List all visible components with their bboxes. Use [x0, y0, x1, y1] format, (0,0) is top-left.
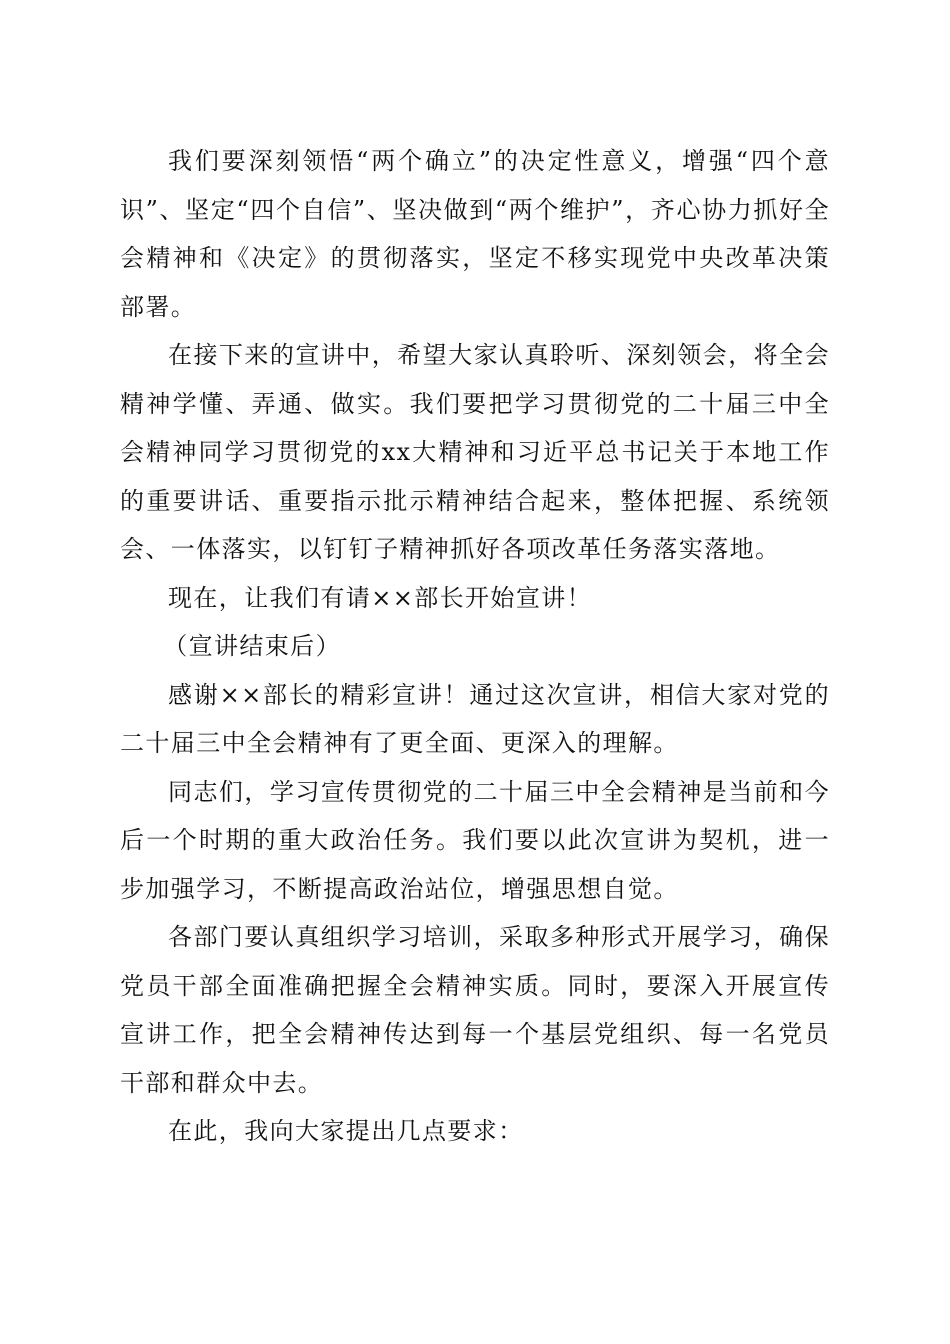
- paragraph: 同志们，学习宣传贯彻党的二十届三中全会精神是当前和今后一个时期的重大政治任务。我们要以此次宣讲为契机，进一步加强学习，不断提高政治站位，增强思想自觉。: [120, 777, 830, 903]
- paragraph: 在接下来的宣讲中，希望大家认真聆听、深刻领会，将全会精神学懂、弄通、做实。我们要把学习贯彻党的二十届三中全会精神同学习贯彻党的xx大精神和习近平总书记关于本地工作的重要讲话、重要指示批示精神结合起来，整体把握、系统领会、一体落实，以钉钉子精神抓好各项改革任务落实落地。: [120, 341, 830, 563]
- paragraph: 各部门要认真组织学习培训，采取多种形式开展学习，确保党员干部全面准确把握全会精神实质。同时，要深入开展宣传宣讲工作，把全会精神传达到每一个基层党组织、每一名党员干部和群众中去。: [120, 923, 830, 1097]
- paragraph: 在此，我向大家提出几点要求：: [168, 1117, 524, 1145]
- paragraph: 我们要深刻领悟“两个确立”的决定性意义，增强“四个意识”、坚定“四个自信”、坚决做到“两个维护”，齐心协力抓好全会精神和《决定》的贯彻落实，坚定不移实现党中央改革决策部署。: [120, 147, 830, 321]
- document-body: [120, 137, 830, 1156]
- paragraph: 现在，让我们有请××部长开始宣讲！: [168, 583, 593, 612]
- paragraph: 感谢××部长的精彩宣讲！通过这次宣讲，相信大家对党的二十届三中全会精神有了更全面、更深入的理解。: [120, 680, 830, 757]
- stage-direction: （宣讲结束后）: [163, 632, 341, 660]
